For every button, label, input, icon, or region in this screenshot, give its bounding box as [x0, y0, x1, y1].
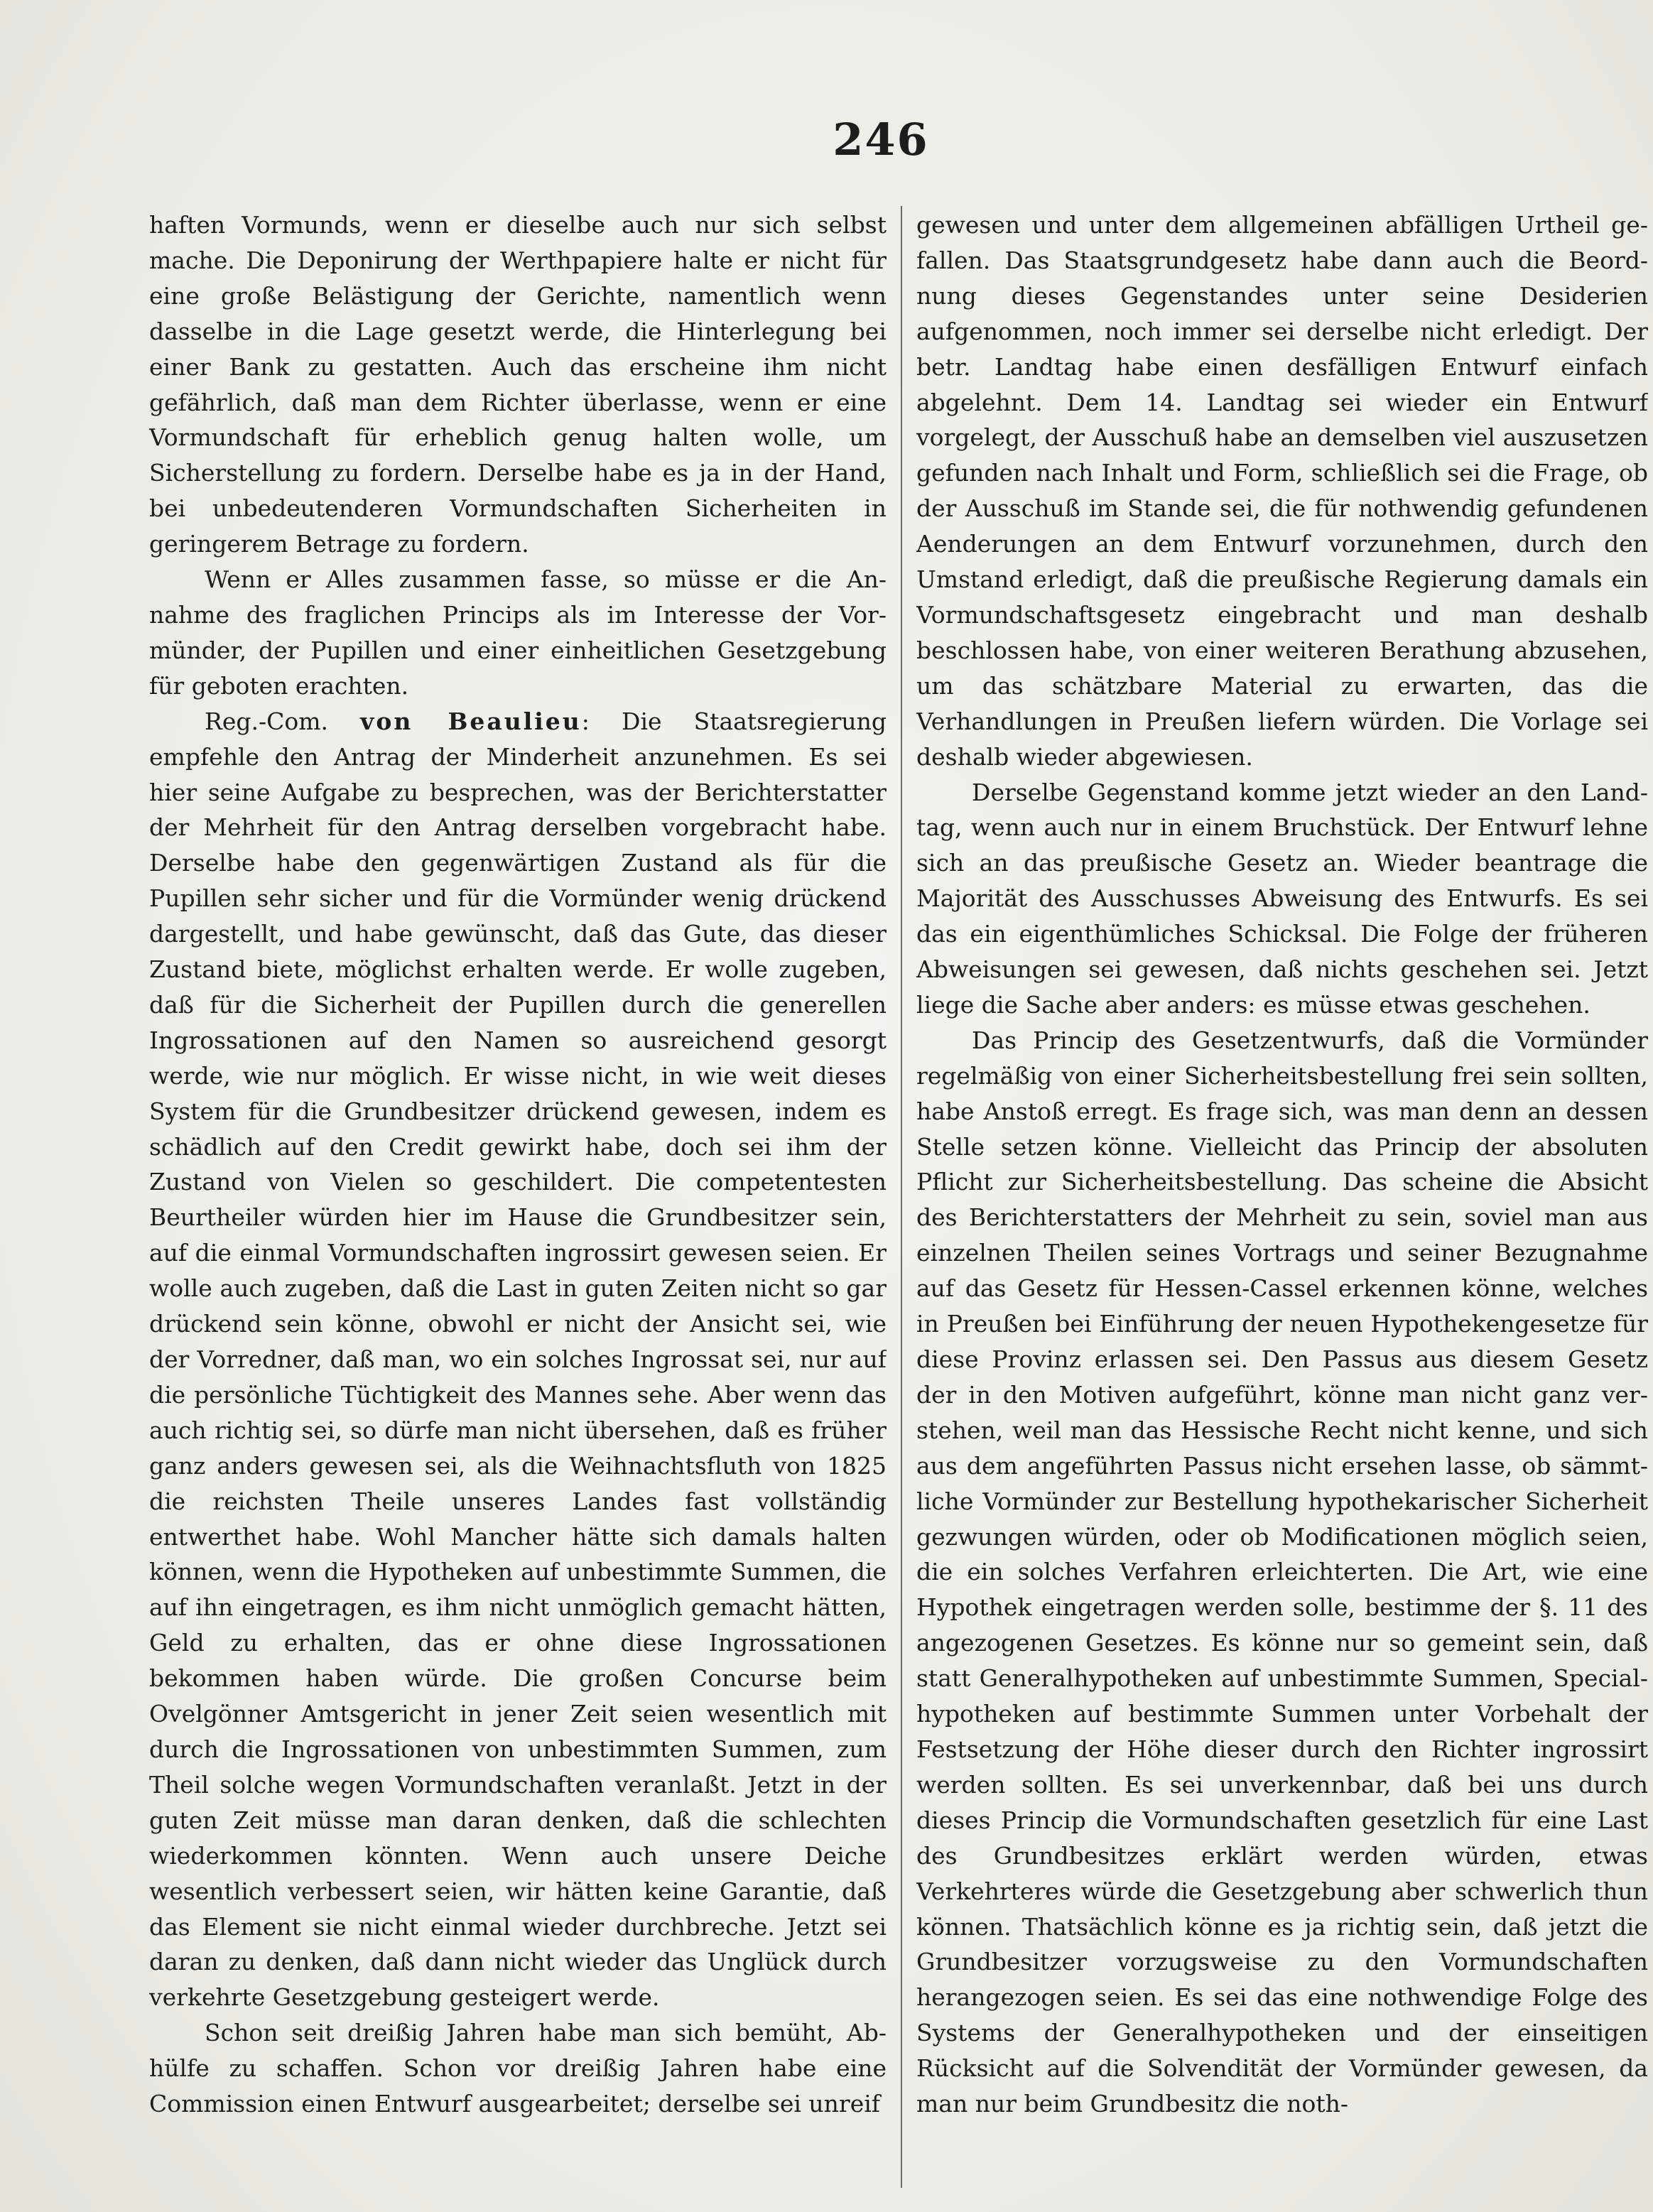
paragraph: gewesen und unter dem allgemeinen abfälligen Urtheil gefallen. Das Staatsgrundgesetz habe dann auch die Beordnung dieses Gegenstandes unter seine Desiderien aufgenommen, noch immer sei derselbe nicht erledigt. Der betr. Landtag habe einen desfälligen Entwurf einfach abgelehnt. Dem 14. Landtag sei wieder ein Entwurf vorgelegt, der Ausschuß habe an demselben viel auszusetzen gefunden nach Inhalt und Form, schließlich sei die Frage, ob der Ausschuß im Stande sei, die für nothwendig gefundenen Aenderungen an dem Entwurf vorzunehmen, durch den Umstand erledigt, daß die preußische Regierung damals ein Vormundschaftsgesetz eingebracht und man deshalb beschlossen habe, von einer weiteren Berathung abzusehen, um das schätzbare Material zu erwarten, das die Verhandlungen in Preußen liefern würden. Die Vorlage sei deshalb wieder abgewiesen.: [916, 211, 1648, 771]
page-number: 246: [833, 114, 929, 166]
paragraph: haften Vormunds, wenn er dieselbe auch nur sich selbst mache. Die Deponirung der Werthpapiere halte er nicht für eine große Belästigung der Gerichte, namentlich wenn dasselbe in die Lage gesetzt werde, die Hinterlegung bei einer Bank zu gestatten. Auch das erscheine ihm nicht gefährlich, daß man dem Richter überlasse, wenn er eine Vormundschaft für erheblich genug halten wolle, um Sicherstellung zu fordern. Derselbe habe es ja in der Hand, bei unbedeutenderen Vormundschaften Sicherheiten in geringerem Betrage zu fordern.: [149, 211, 887, 558]
left-column: [149, 207, 887, 2182]
speaker-paragraph: [149, 704, 887, 2016]
paragraph: Schon seit dreißig Jahren habe man sich bemüht, Abhülfe zu schaffen. Schon vor dreißig Jahren habe eine Commission einen Entwurf ausgearbeitet; derselbe sei unreif: [149, 2019, 887, 2118]
paragraph: Derselbe Gegenstand komme jetzt wieder an den Landtag, wenn auch nur in einem Bruchstück. Der Entwurf lehne sich an das preußische Gesetz an. Wieder beantrage die Majorität des Ausschusses Abweisung des Entwurfs. Es sei das ein eigenthümliches Schicksal. Die Folge der früheren Abweisungen sei gewesen, daß nichts geschehen sei. Jetzt liege die Sache aber anders: es müsse etwas geschehen.: [916, 778, 1648, 1019]
paragraph: Das Princip des Gesetzentwurfs, daß die Vormünder regelmäßig von einer Sicherheitsbestellung frei sein sollten, habe Anstoß erregt. Es frage sich, was man denn an dessen Stelle setzen könne. Vielleicht das Princip der absoluten Pflicht zur Sicherheitsbestellung. Das scheine die Absicht des Berichterstatters der Mehrheit zu sein, soviel man aus einzelnen Theilen seines Vortrags und seiner Bezugnahme auf das Gesetz für Hessen-Cassel erkennen könne, welches in Preußen bei Einführung der neuen Hypothekengesetze für diese Provinz erlassen sei. Den Passus aus diesem Gesetz der in den Motiven aufgeführt, könne man nicht ganz verstehen, weil man das Hessische Recht nicht kenne, und sich aus dem angeführten Passus nicht ersehen lasse, ob sämmtliche Vormünder zur Bestellung hypothekarischer Sicherheit gezwungen würden, oder ob Modificationen möglich seien, die ein solches Verfahren erleichterten. Die Art, wie eine Hypothek eingetragen werden solle, bestimme der §. 11 des angezogenen Gesetzes. Es könne nur so gemeint sein, daß statt Generalhypotheken auf unbestimmte Summen, Specialhypotheken auf bestimmte Summen unter Vorbehalt der Festsetzung der Höhe dieser durch den Richter ingrossirt werden sollten. Es sei unverkennbar, daß bei uns durch dieses Princip die Vormundschaften gesetzlich für eine Last des Grundbesitzes erklärt werden würden, etwas Verkehrteres würde die Gesetzgebung aber schwerlich thun können. Thatsächlich könne es ja richtig sein, daß jetzt die Grundbesitzer vorzugsweise zu den Vormundschaften herangezogen seien. Es sei das eine nothwendige Folge des Systems der Generalhypotheken und der einseitigen Rücksicht auf die Solvendität der Vormünder gewesen, da man nur beim Grundbesitz die noth-: [916, 1026, 1648, 2118]
speaker-name: von Beaulieu: [360, 707, 582, 735]
speech-text: : Die Staatsregierung empfehle den Antrag der Minderheit anzunehmen. Es sei hier seine Aufgabe zu besprechen, was der Berichterstatter der Mehrheit für den Antrag derselben vorgebracht habe. Derselbe habe den gegenwärtigen Zustand als für die Pupillen sehr sicher und für die Vormünder wenig drückend dargestellt, und habe gewünscht, daß das Gute, das dieser Zustand biete, möglichst erhalten werde. Er wolle zugeben, daß für die Sicherheit der Pupillen durch die generellen Ingrossationen auf den Namen so ausreichend gesorgt werde, wie nur möglich. Er wisse nicht, in wie weit dieses System für die Grundbesitzer drückend gewesen, indem es schädlich auf den Credit gewirkt habe, doch sei ihm der Zustand von Vielen so geschildert. Die competentesten Beurtheiler würden hier im Hause die Grundbesitzer sein, auf die einmal Vormundschaften ingrossirt gewesen seien. Er wolle auch zugeben, daß die Last in guten Zeiten nicht so gar drückend sein könne, obwohl er nicht der Ansicht sei, wie der Vorredner, daß man, wo ein solches Ingrossat sei, nur auf die persönliche Tüchtigkeit des Mannes sehe. Aber wenn das auch richtig sei, so dürfe man nicht übersehen, daß es früher ganz anders gewesen sei, als die Weihnachtsfluth von 1825 die reichsten Theile unseres Landes fast vollständig entwerthet habe. Wohl Mancher hätte sich damals halten können, wenn die Hypotheken auf unbestimmte Summen, die auf ihn eingetragen, es ihm nicht unmöglich gemacht hätten, Geld zu erhalten, das er ohne diese Ingrossationen bekommen haben würde. Die großen Concurse beim Ovelgönner Amtsgericht in jener Zeit seien wesentlich mit durch die Ingrossationen von unbestimmten Summen, zum Theil solche wegen Vormundschaften veranlaßt. Jetzt in der guten Zeit müsse man daran denken, daß die schlechten wiederkommen könnten. Wenn auch unsere Deiche wesentlich verbessert seien, wir hätten keine Garantie, daß das Element sie nicht einmal wieder durchbreche. Jetzt sei daran zu denken, daß dann nicht wieder das Unglück durch verkehrte Gesetzgebung gesteigert werde.: [149, 707, 887, 2012]
speaker-title: Reg.-Com.: [205, 707, 329, 735]
paragraph: Wenn er Alles zusammen fasse, so müsse er die Annahme des fraglichen Princips als im Interesse der Vormünder, der Pupillen und einer einheitlichen Gesetzgebung für geboten erachten.: [149, 565, 887, 700]
right-column: [916, 207, 1648, 2182]
column-divider: [901, 206, 902, 2188]
